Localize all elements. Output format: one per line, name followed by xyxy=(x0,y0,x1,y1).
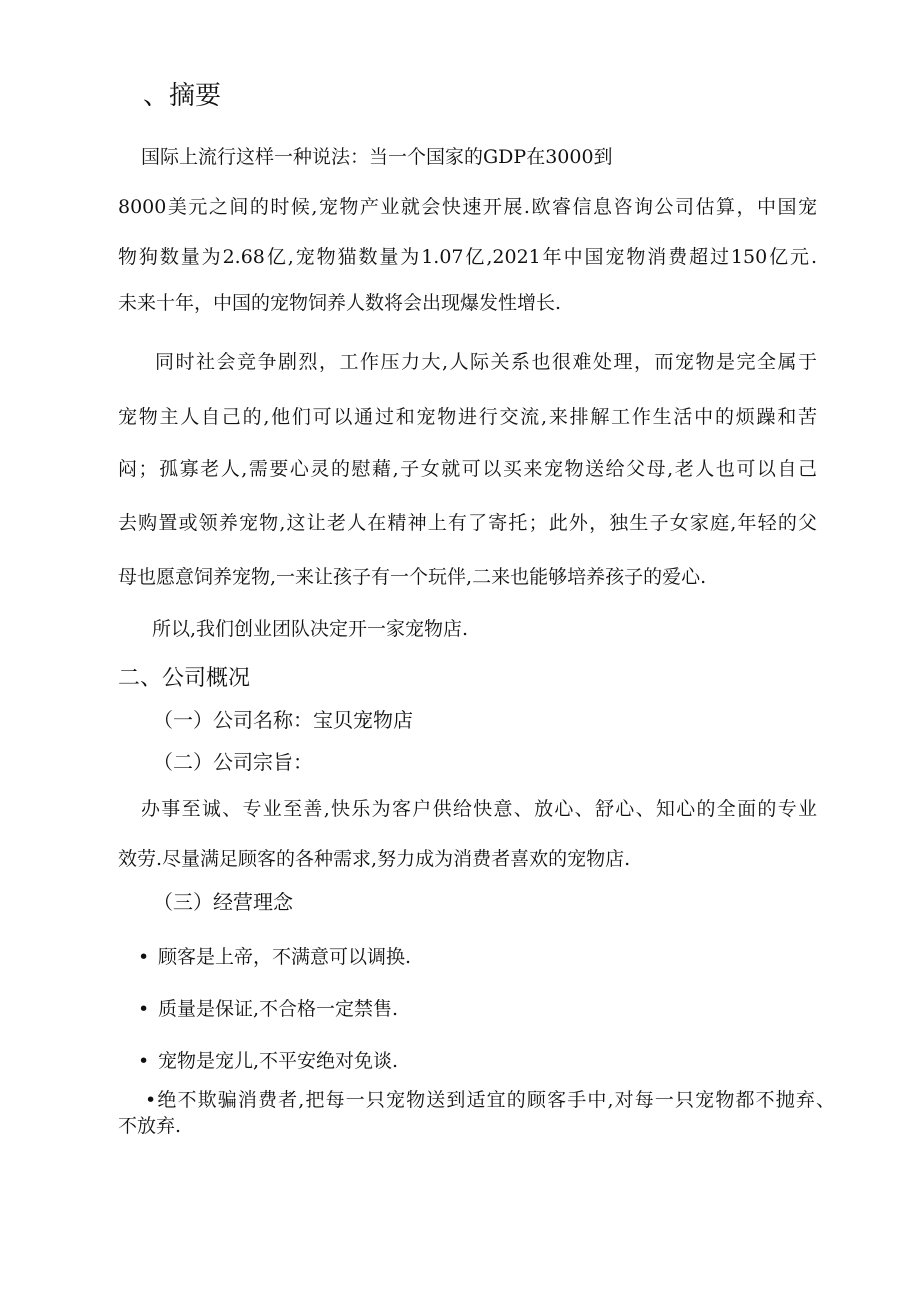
paragraph-line: 不放弃. xyxy=(118,1115,182,1137)
list-item xyxy=(138,997,398,1021)
bullet-icon: • xyxy=(138,998,150,1020)
list-item-text: 顾客是上帝，不满意可以调换. xyxy=(158,946,412,968)
paragraph-line: 物狗数量为2.68亿,宠物猫数量为1.07亿,2021年中国宠物消费超过150亿元. xyxy=(118,246,817,268)
company-name-label: （一）公司名称：宝贝宠物店 xyxy=(153,708,413,732)
paragraph-line: 未来十年，中国的宠物饲养人数将会出现爆发性增长. xyxy=(118,292,562,314)
paragraph-line: 办事至诚、专业至善,快乐为客户供给快意、放心、舒心、知心的全面的专业 xyxy=(141,798,817,820)
paragraph-line: 闷；孤寡老人,需要心灵的慰藉,子女就可以买来宠物送给父母,老人也可以自己 xyxy=(118,458,817,480)
business-philosophy-label: （三）经营理念 xyxy=(153,890,293,914)
overview-heading: 二、公司概况 xyxy=(118,666,251,691)
list-item xyxy=(138,945,411,969)
list-item-text: 宠物是宠儿,不平安绝对免谈. xyxy=(158,1050,399,1072)
paragraph-line: 同时社会竞争剧烈，工作压力大,人际关系也很难处理，而宠物是完全属于 xyxy=(155,351,817,373)
paragraph-line: 8000美元之间的时候,宠物产业就会快速开展.欧睿信息咨询公司估算，中国宠 xyxy=(118,196,817,218)
list-item: •绝不欺骗消费者,把每一只宠物送到适宜的顾客手中,对每一只宠物都不抛弃、 xyxy=(145,1089,835,1111)
list-item xyxy=(138,1049,398,1073)
bullet-icon: • xyxy=(138,946,150,968)
paragraph-line: 母也愿意饲养宠物,一来让孩子有一个玩伴,二来也能够培养孩子的爱心. xyxy=(118,566,707,588)
summary-heading: 、摘要 xyxy=(143,81,222,111)
paragraph-line: 宠物主人自己的,他们可以通过和宠物进行交流,来排解工作生活中的烦躁和苦 xyxy=(118,406,817,428)
list-item-text: 质量是保证,不合格一定禁售. xyxy=(158,998,399,1020)
company-purpose-label: （二）公司宗旨： xyxy=(153,750,313,774)
paragraph-line: 国际上流行这样一种说法：当一个国家的GDP在3000到 xyxy=(141,146,613,168)
paragraph-line: 效劳.尽量满足顾客的各种需求,努力成为消费者喜欢的宠物店. xyxy=(118,848,631,870)
bullet-icon: • xyxy=(138,1050,150,1072)
paragraph-line: 所以,我们创业团队决定开一家宠物店. xyxy=(152,618,469,640)
paragraph-line: 去购置或领养宠物,这让老人在精神上有了寄托；此外，独生子女家庭,年轻的父 xyxy=(118,512,817,534)
